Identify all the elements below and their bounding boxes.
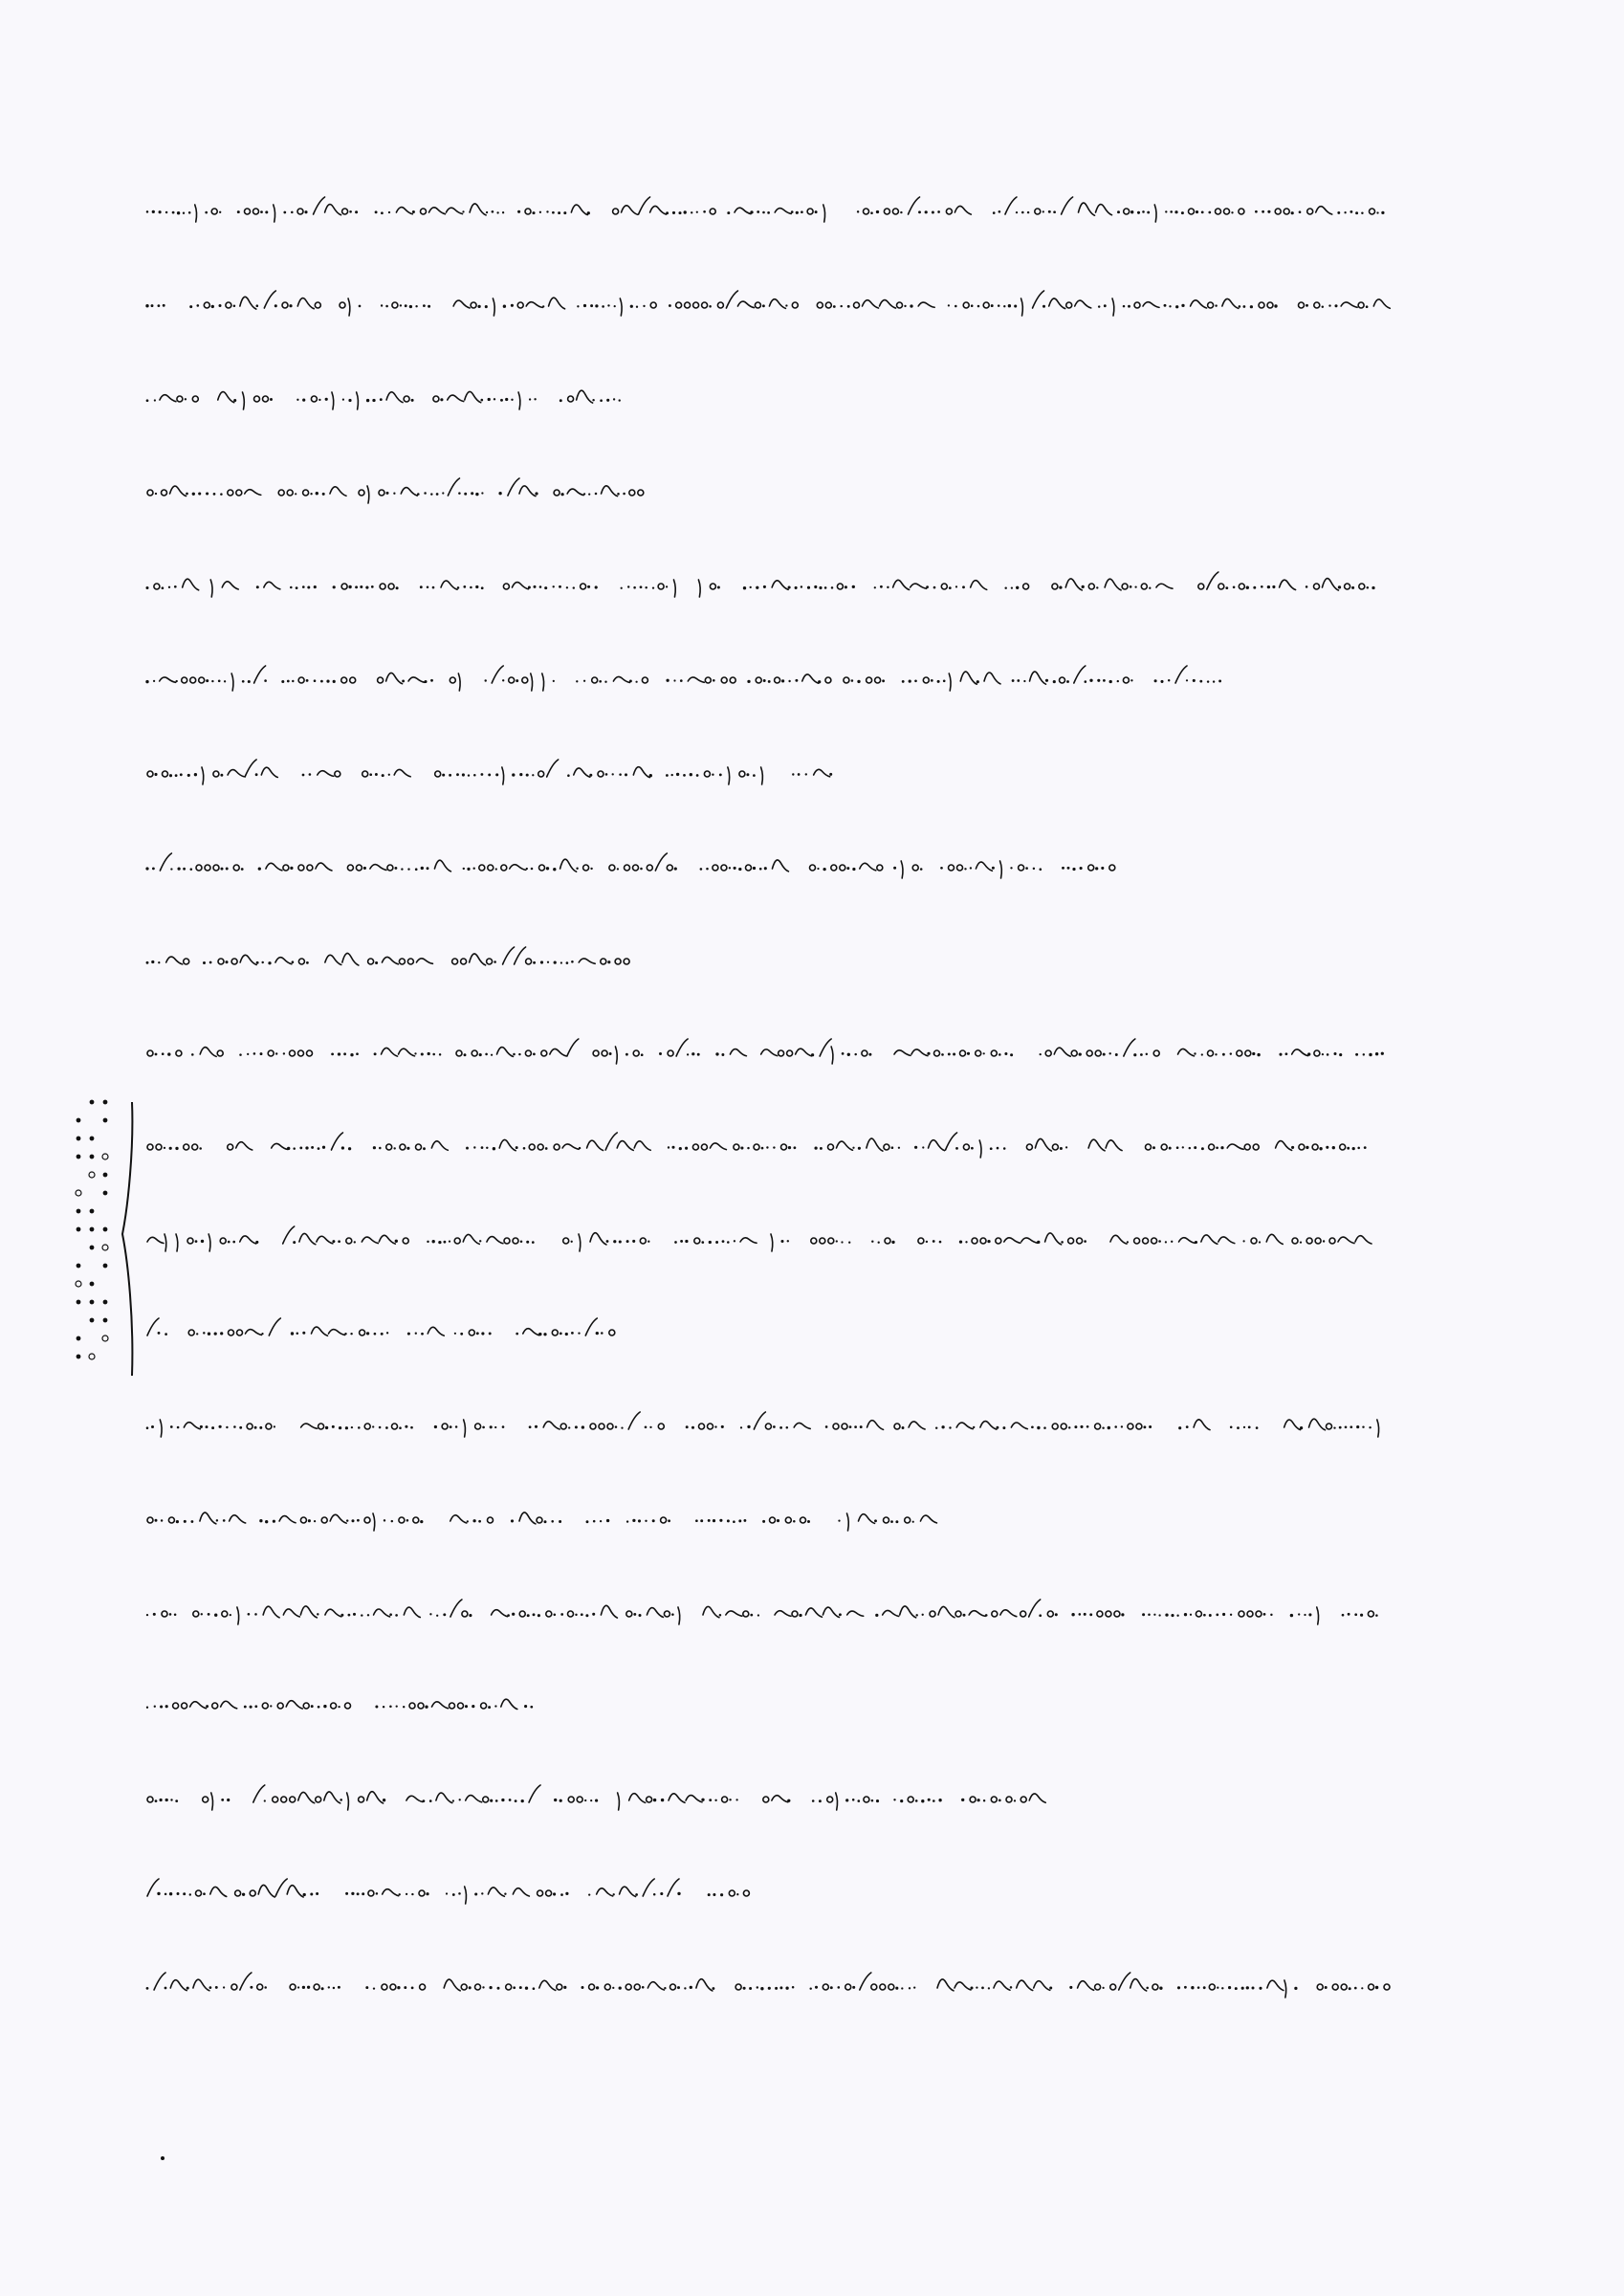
notation-line (143, 941, 1396, 980)
notation-line (143, 1500, 1396, 1538)
notation-line (143, 191, 1396, 230)
notation-line (143, 473, 1396, 511)
notation-line (143, 566, 1396, 605)
notation-line (143, 1967, 1396, 2005)
notation-line (143, 660, 1396, 698)
notation-line (143, 1127, 1396, 1165)
notation-line (143, 1686, 1396, 1724)
notation-line (143, 1221, 1396, 1259)
notation-line (143, 1594, 1396, 1632)
notation-line (143, 379, 1396, 417)
notation-line (143, 1313, 1396, 1351)
notation-line (143, 1406, 1396, 1445)
notation-line (143, 1779, 1396, 1818)
notation-line (143, 1873, 1396, 1911)
notation-line (143, 754, 1396, 792)
stray-ink-dot (161, 2156, 165, 2160)
notation-line (143, 1033, 1396, 1071)
notation-line (143, 848, 1396, 886)
margin-braille-marker (67, 1091, 153, 1378)
notation-line (143, 285, 1396, 323)
